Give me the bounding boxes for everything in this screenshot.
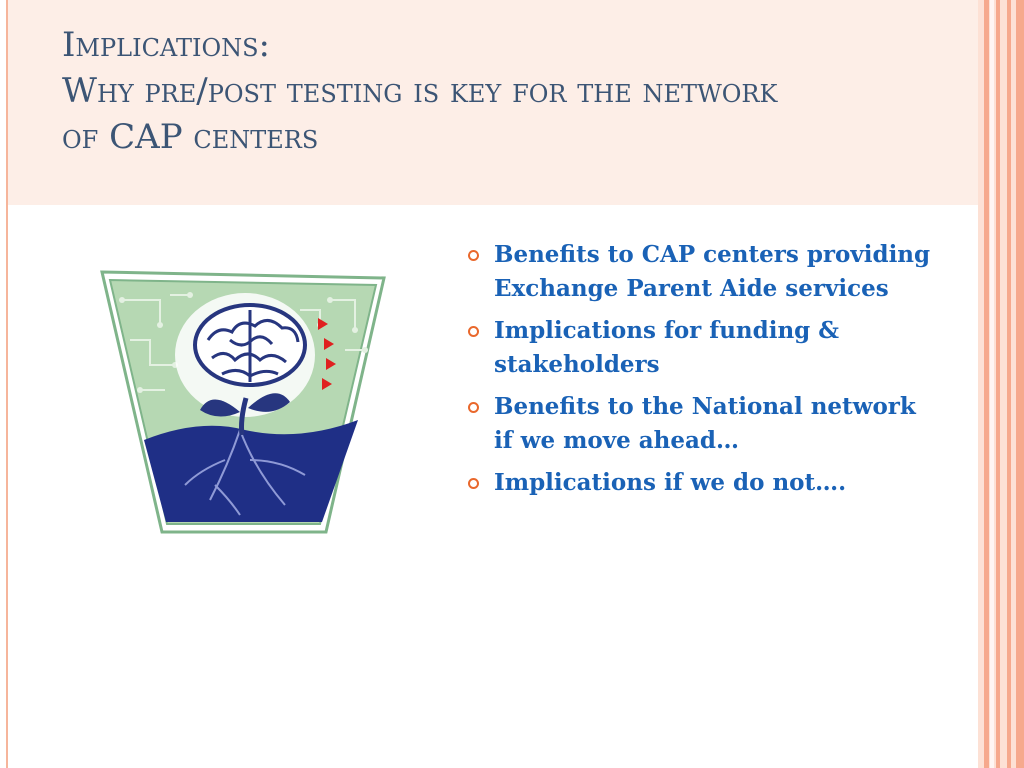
title-line-3: of CAP centers [62, 117, 319, 157]
bullet-marker-icon [468, 478, 479, 489]
right-border-stripe [990, 0, 994, 768]
bullet-marker-icon [468, 250, 479, 261]
slide-title [62, 22, 962, 160]
title-line-2: Why pre/post testing is key for the network [62, 71, 778, 111]
brain-flower-growth-icon [100, 270, 386, 534]
right-border-stripe [1016, 0, 1024, 768]
bullet-text: Implications if we do not…. [494, 469, 847, 496]
bullet-item [466, 314, 936, 382]
bullet-text: Benefits to CAP centers providing Exchange Parent Aide services [494, 241, 931, 302]
bullet-item [466, 466, 936, 500]
right-border-stripe [996, 0, 1000, 768]
right-border-stripe [1007, 0, 1011, 768]
right-border-stripe [984, 0, 989, 768]
bullet-text: Implications for funding & stakeholders [494, 317, 840, 378]
bullet-marker-icon [468, 326, 479, 337]
bullet-marker-icon [468, 402, 479, 413]
bullet-list [466, 238, 936, 508]
title-background [8, 0, 978, 205]
title-line-1: Implications: [62, 25, 271, 65]
bullet-item [466, 238, 936, 306]
bullet-item [466, 390, 936, 458]
bullet-text: Benefits to the National network if we move ahead… [494, 393, 916, 454]
